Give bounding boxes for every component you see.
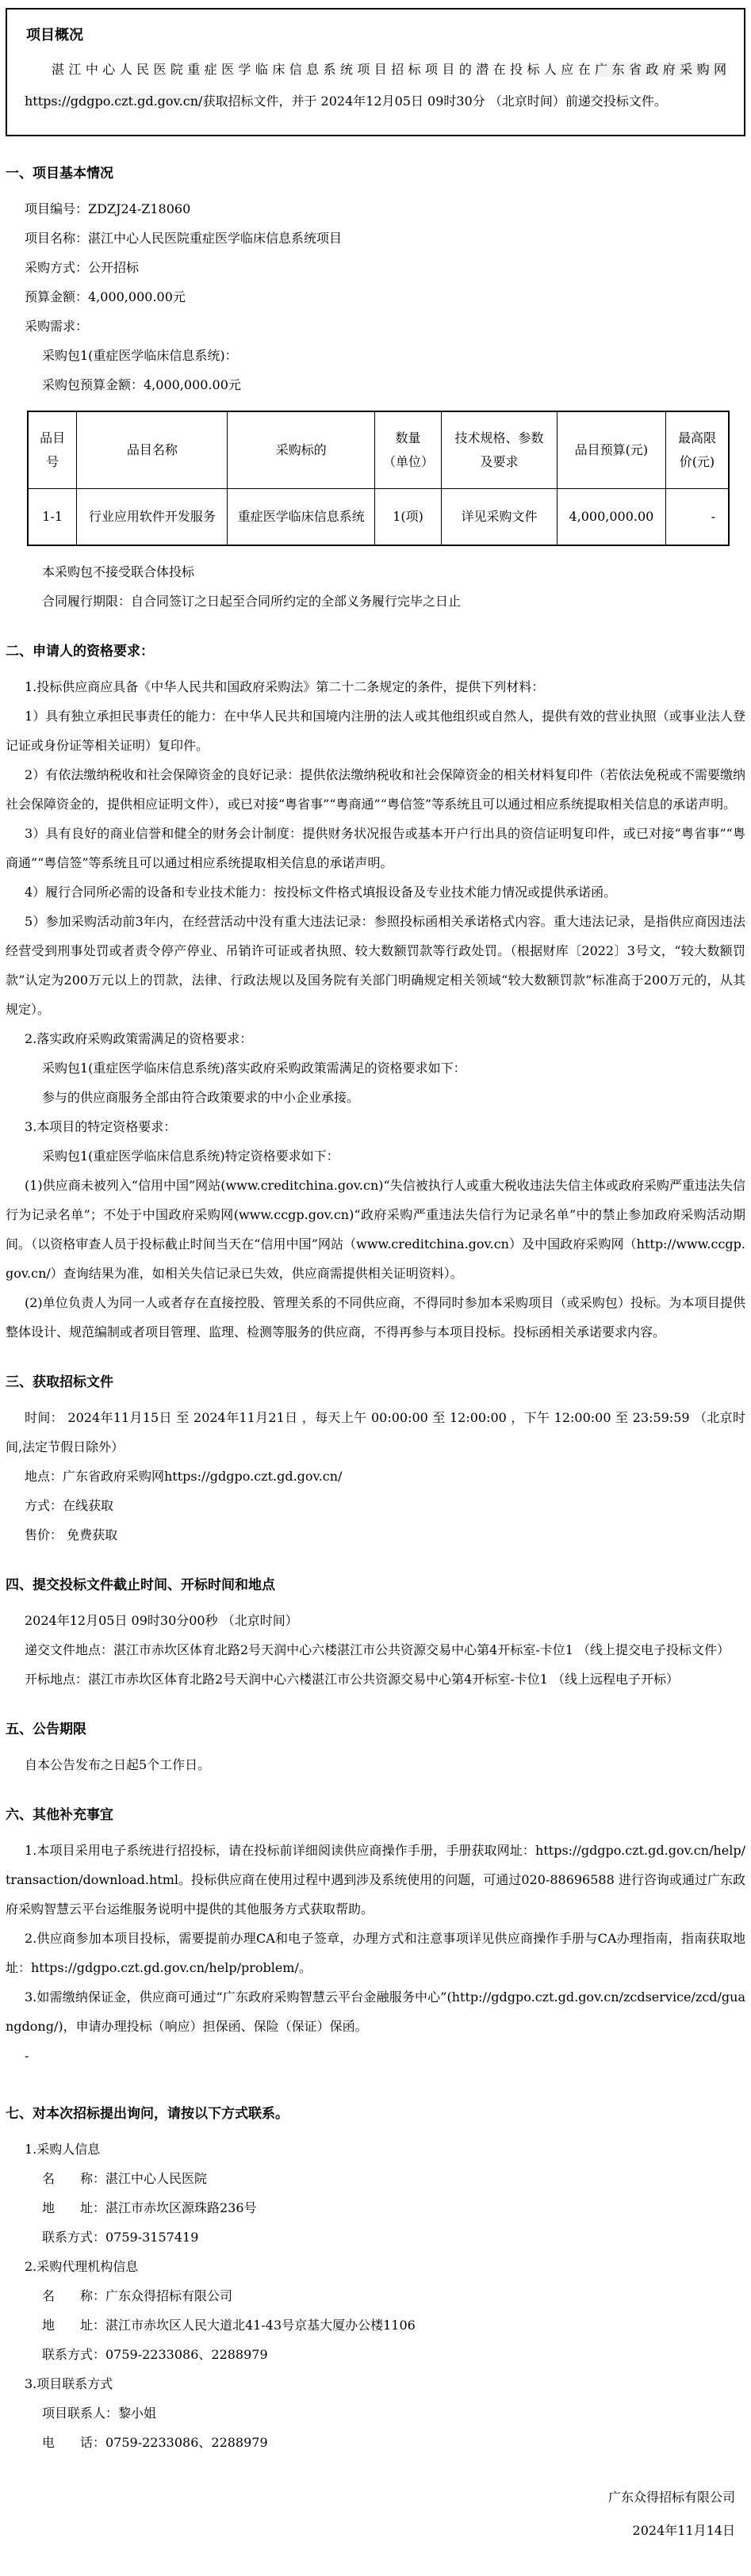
paragraph: 项目名称：湛江中心人民医院重症医学临床信息系统项目	[25, 231, 343, 246]
paragraph: 3.如需缴纳保证金，供应商可通过“广东政府采购智慧云平台金融服务中心”(http://gdgpo.czt.gd.gov.cn/zcdservice/zcd/guangdong/)，申请办理投标（响应）担保函、保险（保证）保函。	[6, 1989, 745, 2034]
paragraph: 电 话：0759-2233086、2288979	[42, 2435, 268, 2450]
table-header-cell: 数量（单位）	[375, 411, 442, 489]
section	[5, 1803, 746, 2070]
paragraph: 自本公告发布之日起5个工作日。	[25, 1757, 211, 1772]
table-header-cell: 品目名称	[77, 411, 228, 489]
paragraph: 2.供应商参加本项目投标，需要提前办理CA和电子签章，办理方式和注意事项详见供应商操作手册与CA办理指南，指南获取地址：https://gdgpo.czt.gd.gov.cn/help/problem/。	[6, 1931, 745, 1975]
paragraph: (2)单位负责人为同一人或者存在直接控股、管理关系的不同供应商，不得同时参加本采购项目（或采购包）投标。为本项目提供整体设计、规范编制或者项目管理、监理、检测等服务的供应商，不得再参与本项目投标。投标函相关承诺要求内容。	[6, 1295, 745, 1340]
paragraph: 2.采购代理机构信息	[25, 2259, 139, 2274]
paragraph: 采购包1(重症医学临床信息系统)落实政府采购政策需满足的资格要求如下：	[42, 1061, 466, 1076]
paragraph: 名 称：广东众得招标有限公司	[42, 2288, 233, 2303]
paragraph: 采购方式：公开招标	[25, 260, 140, 275]
sections	[5, 162, 746, 2457]
paragraph: 2.落实政府采购政策需满足的资格要求：	[25, 1031, 253, 1046]
section	[5, 1718, 746, 1779]
paragraph: 预算金额：4,000,000.00元	[25, 289, 186, 304]
footer-date: 2024年11月14日	[632, 2523, 735, 2538]
paragraph: 地 址：湛江市赤坎区人民大道北41-43号京基大厦办公楼1106	[42, 2318, 416, 2333]
section-heading: 三、获取招标文件	[6, 1374, 113, 1390]
paragraph: 联系方式：0759-3157419	[42, 2230, 199, 2245]
section-heading: 七、对本次招标提出询问，请按以下方式联系。	[6, 2106, 289, 2122]
table-header-cell: 技术规格、参数及要求	[442, 411, 558, 489]
paragraph: -	[25, 2048, 29, 2063]
paragraph: 5）参加采购活动前3年内，在经营活动中没有重大违法记录：参照投标函相关承诺格式内容。重大违法记录，是指供应商因违法经营受到刑事处罚或者责令停产停业、吊销许可证或者执照、较大数额罚款等行政处罚。（根据财库〔2022〕3号文，“较大数额罚款”认定为200万元以上的罚款，法律、行政法规以及国务院有关部门明确规定相关领域“较大数额罚款”标准高于200万元的，从其规定）。	[6, 914, 745, 1017]
paragraph: 时间： 2024年11月15日 至 2024年11月21日 ，每天上午 00:00:00 至 12:00:00 ，下午 12:00:00 至 23:59:59 （北京时间,法定节假日除外）	[6, 1410, 745, 1454]
section	[5, 1573, 746, 1694]
section-heading: 五、公告期限	[6, 1722, 86, 1737]
paragraph: (1)供应商未被列入“信用中国”网站(www.creditchina.gov.cn)“失信被执行人或重大税收违法失信主体或政府采购严重违法失信行为记录名单”；不处于中国政府采购网(www.ccgp.gov.cn)“政府采购严重违法失信行为记录名单”中的禁止参加政府采购活动期间。（以资格审查人员于投标截止时间当天在“信用中国”网站（www.creditchina.gov.cn）及中国政府采购网（http://www.ccgp.gov.cn/）查询结果为准，如相关失信记录已失效，供应商需提供相关证明资料）。	[6, 1178, 745, 1281]
paragraph: 1.本项目采用电子系统进行招投标，请在投标前详细阅读供应商操作手册，手册获取网址：https://gdgpo.czt.gd.gov.cn/help/transaction/download.html。投标供应商在使用过程中遇到涉及系统使用的问题，可通过020-88696588 进行咨询或通过广东政府采购智慧云平台运维服务说明中提供的其他服务方式获取帮助。	[6, 1843, 745, 1917]
paragraph: 方式：在线获取	[25, 1498, 114, 1513]
footer-agency-name: 广东众得招标有限公司	[607, 2490, 735, 2505]
paragraph: 3.本项目的特定资格要求：	[25, 1119, 177, 1134]
section	[5, 2102, 746, 2457]
footer	[5, 2481, 746, 2547]
table-header-cell: 采购标的	[228, 411, 375, 489]
paragraph: 2）有依法缴纳税收和社会保障资金的良好记录：提供依法缴纳税收和社会保障资金的相关材料复印件（若依法免税或不需要缴纳社会保障资金的，提供相应证明文件），或已对接“粤省事”“粤商通”“粤信签”等系统且可以通过相应系统提取相关信息的承诺声明。	[6, 767, 745, 812]
table-cell: 重症医学临床信息系统	[228, 489, 375, 546]
section-heading: 四、提交投标文件截止时间、开标时间和地点	[6, 1577, 275, 1593]
table-row	[28, 489, 729, 546]
section	[5, 640, 746, 1347]
project-overview-box	[6, 8, 745, 136]
paragraph: 名 称：湛江中心人民医院	[42, 2171, 208, 2186]
table-header-cell: 品目号	[28, 411, 77, 489]
paragraph: 采购需求：	[25, 319, 89, 334]
paragraph: 采购包预算金额：4,000,000.00元	[42, 377, 241, 392]
paragraph: 联系方式：0759-2233086、2288979	[42, 2347, 268, 2362]
table-cell: 4,000,000.00	[557, 489, 665, 546]
procurement-items-table	[27, 411, 730, 546]
paragraph: 2024年12月05日 09时30分00秒 （北京时间）	[25, 1613, 298, 1628]
overview-title: 项目概况	[26, 27, 83, 44]
table-header-row	[28, 411, 729, 489]
paragraph: 采购包1(重症医学临床信息系统)特定资格要求如下：	[42, 1148, 339, 1164]
section-heading: 六、其他补充事宜	[6, 1807, 113, 1823]
section-heading: 二、申请人的资格要求：	[6, 644, 154, 659]
paragraph: 参与的供应商服务全部由符合政策要求的中小企业承接。	[42, 1090, 360, 1105]
overview-text-before: 湛江中心人民医院重症医学临床信息系统项目招标项目的潜在投标人应在	[52, 62, 596, 77]
paragraph: 本采购包不接受联合体投标	[42, 564, 195, 579]
table-cell: -	[665, 489, 729, 546]
paragraph: 售价： 免费获取	[25, 1527, 118, 1542]
paragraph: 1.投标供应商应具备《中华人民共和国政府采购法》第二十二条规定的条件，提供下列材料：	[25, 679, 545, 694]
table-cell: 1-1	[28, 489, 77, 546]
paragraph: 3）具有良好的商业信誉和健全的财务会计制度：提供财务状况报告或基本开户行出具的资信证明复印件，或已对接“粤省事”“粤商通”“粤信签”等系统且可以通过相应系统提取相关信息的承诺声明。	[6, 826, 745, 870]
paragraph: 地点：广东省政府采购网https://gdgpo.czt.gd.gov.cn/	[25, 1469, 343, 1484]
paragraph: 采购包1(重症医学临床信息系统)：	[42, 348, 238, 363]
section-heading: 一、项目基本情况	[6, 166, 113, 182]
table-header-cell: 品目预算(元)	[557, 411, 665, 489]
table-cell: 1(项)	[375, 489, 442, 546]
paragraph: 1）具有独立承担民事责任的能力：在中华人民共和国境内注册的法人或其他组织或自然人，提供有效的营业执照（或事业法人登记证或身份证等相关证明）复印件。	[6, 709, 745, 753]
table-cell: 详见采购文件	[442, 489, 558, 546]
table-header-cell: 最高限价(元)	[665, 411, 729, 489]
paragraph: 递交文件地点：湛江市赤坎区体育北路2号天润中心六楼湛江市公共资源交易中心第4开标室-卡位1 （线上提交电子投标文件）	[25, 1642, 730, 1657]
paragraph: 地 址：湛江市赤坎区源珠路236号	[42, 2200, 257, 2215]
paragraph: 开标地点：湛江市赤坎区体育北路2号天润中心六楼湛江市公共资源交易中心第4开标室-卡位1 （线上远程电子开标）	[25, 1672, 680, 1687]
paragraph: 项目编号：ZDZJ24-Z18060	[25, 201, 191, 216]
paragraph: 1.采购人信息	[25, 2142, 101, 2157]
overview-text-after: 获取招标文件，并于 2024年12月05日 09时30分 （北京时间）前递交投标文件。	[202, 94, 667, 109]
paragraph: 3.项目联系方式	[25, 2376, 113, 2391]
section	[5, 162, 746, 616]
overview-text	[25, 54, 726, 117]
section	[5, 1370, 746, 1550]
paragraph: 项目联系人：黎小姐	[42, 2406, 157, 2421]
paragraph: 4）履行合同所必需的设备和专业技术能力：按投标文件格式填报设备及专业技术能力情况或提供承诺函。	[25, 885, 617, 900]
paragraph: 合同履行期限：自合同签订之日起至合同所约定的全部义务履行完毕之日止	[42, 594, 462, 609]
procurement-site-link[interactable]: 广东省政府采购网https://gdgpo.czt.gd.gov.cn/	[25, 62, 726, 109]
table-cell: 行业应用软件开发服务	[77, 489, 228, 546]
